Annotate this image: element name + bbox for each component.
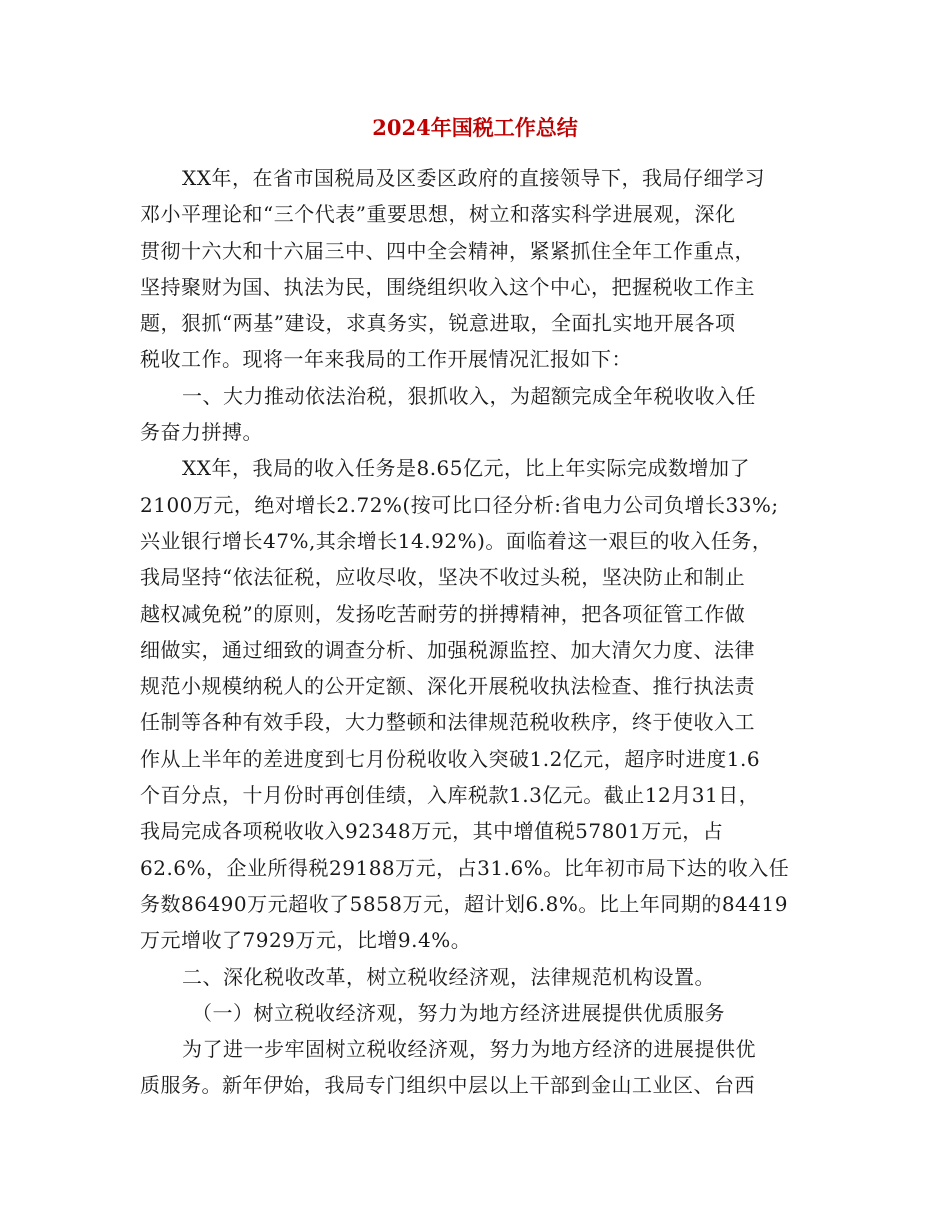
text-line: 邓小平理论和“三个代表”重要思想，树立和落实科学进展观，深化 <box>140 202 736 227</box>
text-line: 为了进一步牢固树立税收经济观，努力为地方经济的进展提供优 <box>182 1037 756 1062</box>
text-line: 万元增收了7929万元，比增9.4%。 <box>140 928 472 953</box>
text-line: 务数86490万元超收了5858万元，超计划6.8%。比上年同期的84419 <box>140 891 788 916</box>
text-line: 务奋力拼搏。 <box>140 420 263 445</box>
text-line: XX年，在省市国税局及区委区政府的直接领导下，我局仔细学习 <box>182 166 765 190</box>
text-line: XX年，我局的收入任务是8.65亿元，比上年实际完成数增加了 <box>182 456 751 481</box>
text-line: 一、大力推动依法治税，狠抓收入，为超额完成全年税收收入任 <box>182 383 756 408</box>
text-line: 规范小规模纳税人的公开定额、深化开展税收执法检查、推行执法责 <box>140 674 755 699</box>
text-line: 我局坚持“依法征税，应收尽收，坚决不收过头税，坚决防止和制止 <box>140 565 746 590</box>
text-line: 二、深化税收改革，树立税收经济观，法律规范机构设置。 <box>182 964 715 989</box>
text-line: 越权减免税”的原则，发扬吃苦耐劳的拼搏精神，把各项征管工作做 <box>140 601 746 626</box>
text-line: （一）树立税收经济观，努力为地方经济进展提供优质服务 <box>192 1000 725 1025</box>
text-line: 62.6%，企业所得税29188万元，占31.6%。比年初市局下达的收入任 <box>140 855 790 880</box>
document-body <box>140 160 820 1104</box>
text-line: 我局完成各项税收收入92348万元，其中增值税57801万元，占 <box>140 819 724 844</box>
text-line: 税收工作。现将一年来我局的工作开展情况汇报如下： <box>140 347 632 372</box>
text-line: 任制等各种有效手段，大力整顿和法律规范税收秩序，终于使收入工 <box>140 710 755 735</box>
text-line: 坚持聚财为国、执法为民，围绕组织收入这个中心，把握税收工作主 <box>140 274 755 299</box>
text-line: 质服务。新年伊始，我局专门组织中层以上干部到金山工业区、台西 <box>140 1073 755 1098</box>
text-line: 作从上半年的差进度到七月份税收收入突破1.2亿元，超序时进度1.6 <box>140 746 761 771</box>
text-line: 2100万元，绝对增长2.72%(按可比口径分析:省电力公司负增长33%; <box>140 492 779 517</box>
text-line: 贯彻十六大和十六届三中、四中全会精神，紧紧抓住全年工作重点， <box>140 238 755 263</box>
text-line: 题，狠抓“两基”建设，求真务实，锐意进取，全面扎实地开展各项 <box>140 311 736 336</box>
text-line: 细做实，通过细致的调查分析、加强税源监控、加大清欠力度、法律 <box>140 637 755 662</box>
document-title: 2024年国税工作总结 <box>372 115 578 140</box>
text-line: 兴业银行增长47%,其余增长14.92%)。面临着这一艰巨的收入任务， <box>140 528 773 553</box>
text-line: 个百分点，十月份时再创佳绩，入库税款1.3亿元。截止12月31日， <box>140 783 760 808</box>
